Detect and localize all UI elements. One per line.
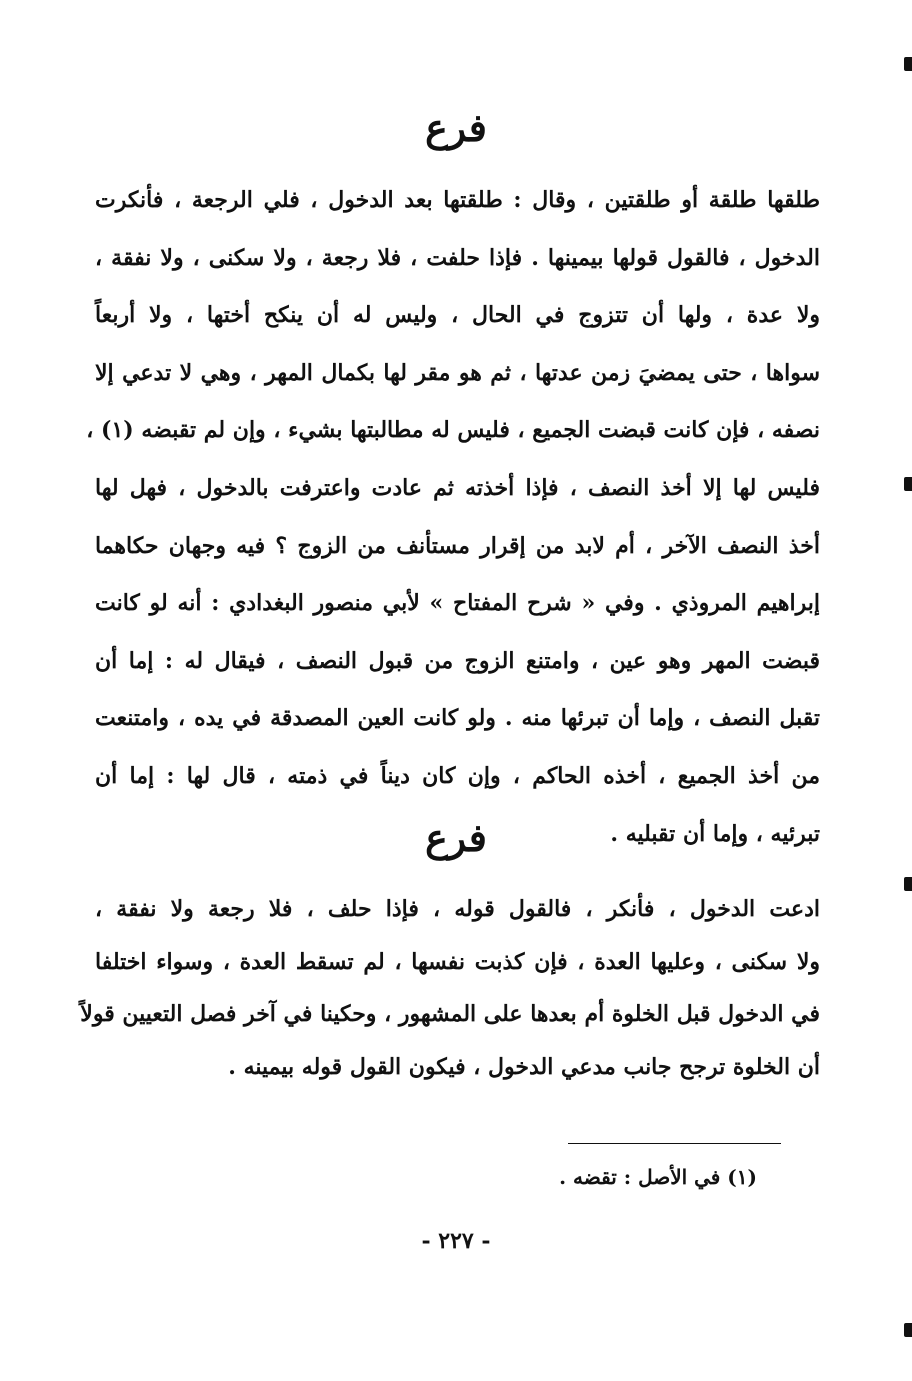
text-line: في الدخول قبل الخلوة أم بعدها على المشهور ، وحكينا في آخر فصل التعيين قولاً bbox=[80, 1001, 820, 1027]
section-heading: فرع bbox=[425, 105, 487, 150]
paragraph bbox=[80, 883, 820, 1093]
text-line: سواها ، حتى يمضيَ زمن عدتها ، ثم هو مقر لها بكمال المهر ، وهي لا تدعي إلا bbox=[95, 359, 821, 386]
section-heading: فرع bbox=[425, 815, 487, 860]
footnote: (١) في الأصل : تقضه . bbox=[559, 1165, 757, 1189]
text-line: ادعت الدخول ، فأنكر ، فالقول قوله ، فإذا حلف ، فلا رجعة ولا نفقة ، bbox=[95, 896, 820, 922]
text-line: طلقها طلقة أو طلقتين ، وقال : طلقتها بعد الدخول ، فلي الرجعة ، فأنكرت bbox=[95, 187, 820, 213]
text-line: قبضت المهر وهو عين ، وامتنع الزوج من قبول النصف ، فيقال له : إما أن bbox=[95, 647, 820, 674]
page-number: - ٢٢٧ - bbox=[421, 1228, 491, 1254]
text-line: الدخول ، فالقول قولها بيمينها . فإذا حلفت ، فلا رجعة ، ولا سكنى ، ولا نفقة ، bbox=[95, 244, 820, 271]
paragraph bbox=[86, 172, 821, 863]
text-line: ولا سكنى ، وعليها العدة ، فإن كذبت نفسها ، لم تسقط العدة ، وسواء اختلفا bbox=[95, 948, 820, 975]
text-line: فليس لها إلا أخذ النصف ، فإذا أخذته ثم عادت واعترفت بالدخول ، فهل لها bbox=[95, 474, 820, 501]
text-line: ولا عدة ، ولها أن تتزوج في الحال ، وليس له أن ينكح أختها ، ولا أربعاً bbox=[95, 302, 820, 329]
text-line: أخذ النصف الآخر ، أم لابد من إقرار مستأنف من الزوج ؟ فيه وجهان حكاهما bbox=[95, 532, 820, 559]
text-line: تبرئيه ، وإما أن تقبليه . bbox=[610, 820, 820, 847]
scan-edge-mark bbox=[904, 877, 912, 891]
text-line: نصفه ، فإن كانت قبضت الجميع ، فليس له مطالبتها بشيء ، وإن لم تقبضه (١) ، bbox=[86, 417, 820, 444]
text-line: إبراهيم المروذي . وفي « شرح المفتاح » لأبي منصور البغدادي : أنه لو كانت bbox=[95, 590, 820, 617]
text-line: أن الخلوة ترجح جانب مدعي الدخول ، فيكون القول قوله بيمينه . bbox=[228, 1053, 820, 1080]
scan-edge-mark bbox=[904, 477, 912, 491]
footnote-divider bbox=[568, 1143, 781, 1144]
text-line: من أخذ الجميع ، أخذه الحاكم ، وإن كان ديناً في ذمته ، قال لها : إما أن bbox=[95, 762, 820, 789]
scan-edge-mark bbox=[904, 57, 912, 71]
text-line: تقبل النصف ، وإما أن تبرئها منه . ولو كانت العين المصدقة في يده ، وامتنعت bbox=[95, 705, 820, 732]
scan-edge-mark bbox=[904, 1323, 912, 1337]
